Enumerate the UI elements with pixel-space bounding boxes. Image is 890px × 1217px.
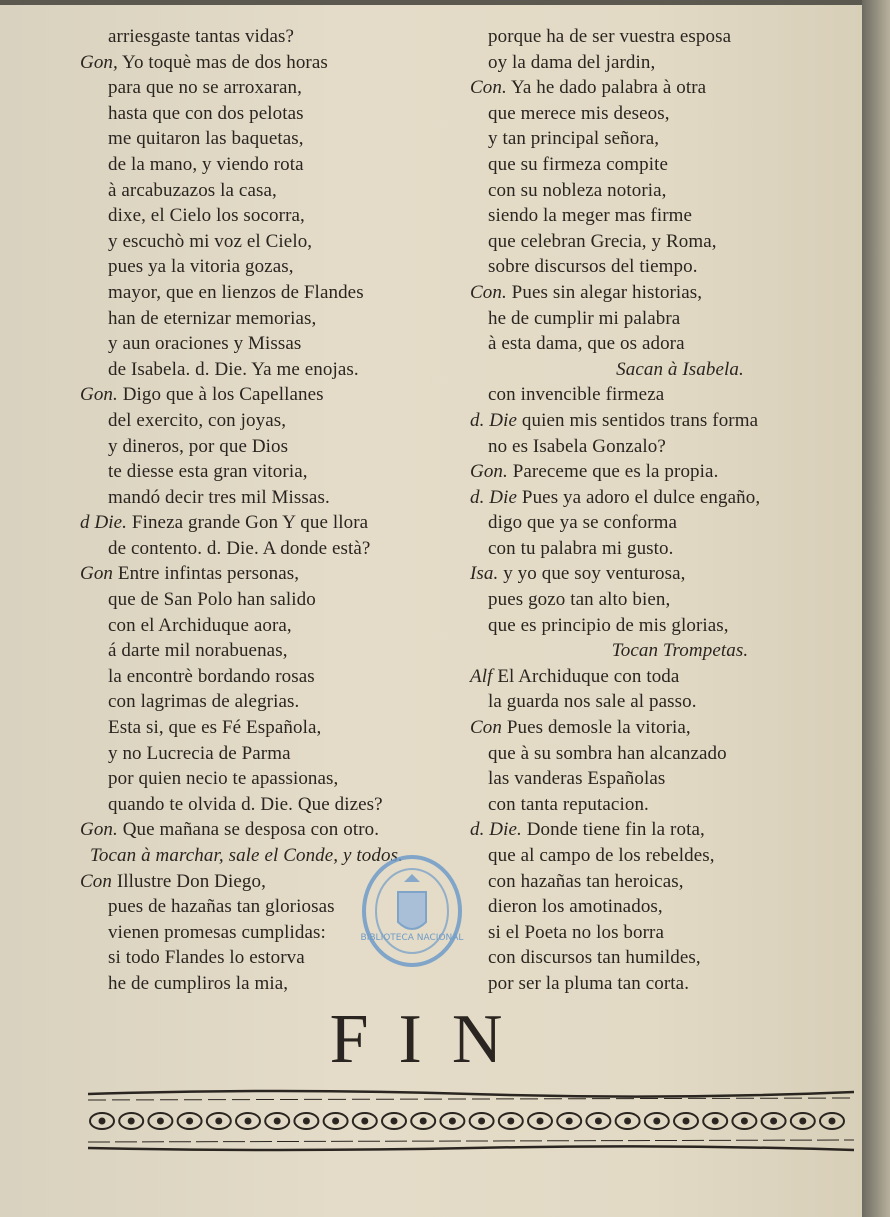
ornament-dot xyxy=(274,1118,281,1125)
verse-text: con el Archiduque aora, xyxy=(108,614,292,636)
verse-line xyxy=(470,331,830,357)
verse-text: que celebran Grecia, y Roma, xyxy=(488,230,717,252)
verse-line xyxy=(470,638,830,664)
speaker-label: d. Die. xyxy=(470,819,522,841)
speaker-label: Isa. xyxy=(470,563,499,585)
ornament-dot xyxy=(420,1118,427,1125)
verse-line xyxy=(80,24,480,50)
verse-text: pues gozo tan alto bien, xyxy=(488,589,671,611)
verse-line xyxy=(80,434,480,460)
verse-text: Pues demosle la vitoria, xyxy=(501,717,691,739)
verse-line xyxy=(470,434,830,460)
verse-text: y tan principal señora, xyxy=(488,128,660,150)
verse-line xyxy=(470,229,830,255)
verse-text: que merece mis deseos, xyxy=(488,102,670,124)
verse-text: Esta si, que es Fé Española, xyxy=(108,717,322,739)
verse-line xyxy=(80,382,480,408)
page-binding-edge xyxy=(862,0,890,1217)
verse-text: Digo que à los Capellanes xyxy=(117,384,324,406)
ornament-dot xyxy=(186,1118,193,1125)
right-text-column xyxy=(470,24,830,997)
verse-text: siendo la meger mas firme xyxy=(488,205,693,227)
speaker-label: Alf xyxy=(470,665,493,687)
speaker-label: Gon xyxy=(80,563,114,585)
verse-text: Yo toquè mas de dos horas xyxy=(117,51,328,73)
verse-text: te diesse esta gran vitoria, xyxy=(108,461,308,483)
verse-text: y aun oraciones y Missas xyxy=(108,333,302,355)
verse-text: no es Isabela Gonzalo? xyxy=(488,435,666,457)
verse-line xyxy=(470,126,830,152)
verse-line xyxy=(80,741,480,767)
verse-text: mayor, que en lienzos de Flandes xyxy=(108,281,364,303)
ornament-dot xyxy=(215,1118,222,1125)
verse-text: por ser la pluma tan corta. xyxy=(488,972,690,994)
fin-heading: FIN xyxy=(329,1001,533,1078)
verse-line xyxy=(470,24,830,50)
verse-text: han de eternizar memorias, xyxy=(108,307,317,329)
speaker-label: Gon. xyxy=(80,384,118,406)
verse-text: dixe, el Cielo los socorra, xyxy=(108,205,305,227)
verse-line xyxy=(470,485,830,511)
ornament-dot xyxy=(361,1118,368,1125)
verse-line xyxy=(80,357,480,383)
verse-line xyxy=(470,152,830,178)
verse-text: para que no se arroxaran, xyxy=(108,77,302,99)
verse-line xyxy=(80,689,480,715)
verse-line xyxy=(470,536,830,562)
speaker-label: d. Die xyxy=(470,409,518,431)
verse-text: si todo Flandes lo estorva xyxy=(108,947,305,969)
ornament-dot xyxy=(799,1118,806,1125)
verse-line xyxy=(470,766,830,792)
verse-text: quien mis sentidos trans forma xyxy=(517,409,759,431)
speaker-label: Gon, xyxy=(80,51,118,73)
ornament-dot xyxy=(99,1118,106,1125)
verse-line xyxy=(470,382,830,408)
verse-text: que al campo de los rebeldes, xyxy=(488,845,715,866)
verse-text: si el Poeta no los borra xyxy=(488,921,665,943)
ornament-dot xyxy=(245,1118,252,1125)
verse-line xyxy=(80,152,480,178)
ornament-dot xyxy=(157,1118,164,1125)
verse-text: Tocan Trompetas. xyxy=(611,640,749,662)
verse-line xyxy=(80,229,480,255)
verse-line xyxy=(80,254,480,280)
ornamental-border xyxy=(88,1086,854,1156)
verse-line xyxy=(80,536,480,562)
verse-line xyxy=(80,75,480,101)
verse-text: pues de hazañas tan gloriosas xyxy=(108,896,335,918)
ornament-dot xyxy=(683,1118,690,1125)
verse-text: con hazañas tan heroicas, xyxy=(488,870,684,892)
verse-line xyxy=(80,766,480,792)
speaker-label: Con. xyxy=(470,77,507,99)
verse-text: del exercito, con joyas, xyxy=(108,409,287,431)
verse-line xyxy=(80,561,480,587)
left-text-column xyxy=(80,24,480,997)
verse-line xyxy=(80,664,480,690)
verse-text: Pareceme que es la propia. xyxy=(507,461,719,483)
verse-text: hasta que con dos pelotas xyxy=(108,102,304,124)
verse-line xyxy=(470,357,830,383)
ornament-dot xyxy=(829,1118,836,1125)
verse-text: vienen promesas cumplidas: xyxy=(108,921,326,943)
verse-text: la guarda nos sale al passo. xyxy=(488,691,697,713)
verse-text: El Archiduque con toda xyxy=(492,665,680,687)
verse-text: la encontrè bordando rosas xyxy=(108,665,315,687)
verse-line xyxy=(80,613,480,639)
verse-text: que su firmeza compite xyxy=(488,153,668,175)
verse-text: con invencible firmeza xyxy=(488,384,665,406)
speaker-label: d. Die xyxy=(470,486,518,508)
verse-line xyxy=(470,817,830,843)
verse-line xyxy=(470,75,830,101)
verse-text: digo que ya se conforma xyxy=(488,512,678,534)
verse-line xyxy=(470,203,830,229)
ornament-dot xyxy=(712,1118,719,1125)
verse-line xyxy=(470,101,830,127)
verse-text: con lagrimas de alegrias. xyxy=(108,691,300,713)
verse-text: Illustre Don Diego, xyxy=(111,870,266,892)
verse-text: Entre infintas personas, xyxy=(113,563,300,585)
verse-text: Ya he dado palabra à otra xyxy=(506,77,707,99)
verse-text: mandó decir tres mil Missas. xyxy=(108,486,330,508)
verse-line xyxy=(470,741,830,767)
ornament-dot xyxy=(566,1118,573,1125)
verse-line xyxy=(80,587,480,613)
verse-text: dieron los amotinados, xyxy=(488,896,663,918)
verse-line xyxy=(80,306,480,332)
verse-text: à esta dama, que os adora xyxy=(488,333,685,355)
verse-text: de la mano, y viendo rota xyxy=(108,153,304,175)
verse-line xyxy=(470,587,830,613)
verse-text: que es principio de mis glorias, xyxy=(488,614,729,636)
ornament-dot xyxy=(449,1118,456,1125)
library-stamp xyxy=(358,852,466,970)
verse-line xyxy=(80,126,480,152)
verse-text: y dineros, por que Dios xyxy=(108,435,289,457)
verse-text: arriesgaste tantas vidas? xyxy=(108,26,295,47)
verse-line xyxy=(470,561,830,587)
ornament-dot xyxy=(537,1118,544,1125)
verse-line xyxy=(80,971,480,997)
verse-line xyxy=(80,331,480,357)
verse-line xyxy=(470,664,830,690)
speaker-label: Gon. xyxy=(470,461,508,483)
verse-line xyxy=(80,715,480,741)
verse-text: que à su sombra han alcanzado xyxy=(488,742,727,764)
verse-text: con tu palabra mi gusto. xyxy=(488,537,674,559)
verse-text: con discursos tan humildes, xyxy=(488,947,701,969)
verse-text: de contento. d. Die. A donde està? xyxy=(108,537,371,559)
verse-line xyxy=(80,178,480,204)
verse-text: pues ya la vitoria gozas, xyxy=(108,256,294,278)
verse-text: Pues ya adoro el dulce engaño, xyxy=(517,486,761,508)
verse-line xyxy=(470,178,830,204)
verse-line xyxy=(80,459,480,485)
verse-line xyxy=(470,613,830,639)
verse-text: Tocan à marchar, sale el Conde, y todos. xyxy=(90,845,403,866)
verse-line xyxy=(80,817,480,843)
verse-line xyxy=(80,408,480,434)
verse-line xyxy=(470,408,830,434)
verse-line xyxy=(470,689,830,715)
ornament-dot xyxy=(653,1118,660,1125)
speaker-label: d Die. xyxy=(80,512,128,534)
verse-line xyxy=(470,306,830,332)
verse-line xyxy=(80,510,480,536)
verse-line xyxy=(80,50,480,76)
verse-line xyxy=(80,485,480,511)
verse-text: quando te olvida d. Die. Que dizes? xyxy=(108,793,383,815)
verse-text: que de San Polo han salido xyxy=(108,589,316,611)
verse-text: á darte mil norabuenas, xyxy=(108,640,288,662)
verse-line xyxy=(470,459,830,485)
verse-text: Que mañana se desposa con otro. xyxy=(117,819,380,841)
verse-line xyxy=(470,945,830,971)
ornament-dot xyxy=(391,1118,398,1125)
verse-text: por quien necio te apassionas, xyxy=(108,768,339,790)
verse-text: oy la dama del jardin, xyxy=(488,51,656,73)
ornament-dot xyxy=(507,1118,514,1125)
verse-text: y no Lucrecia de Parma xyxy=(108,742,291,764)
verse-text: las vanderas Españolas xyxy=(488,768,666,790)
page-top-edge xyxy=(0,0,862,5)
verse-line xyxy=(470,894,830,920)
verse-line xyxy=(470,792,830,818)
verse-text: Fineza grande Gon Y que llora xyxy=(127,512,369,534)
verse-line xyxy=(470,510,830,536)
verse-line xyxy=(80,792,480,818)
ornament-dot xyxy=(624,1118,631,1125)
verse-text: de Isabela. d. Die. Ya me enojas. xyxy=(108,358,359,380)
verse-text: Pues sin alegar historias, xyxy=(506,281,703,303)
verse-line xyxy=(470,715,830,741)
verse-line xyxy=(80,203,480,229)
verse-line xyxy=(470,869,830,895)
verse-text: con tanta reputacion. xyxy=(488,793,649,815)
ornament-dot xyxy=(770,1118,777,1125)
verse-line xyxy=(470,843,830,869)
verse-line xyxy=(80,101,480,127)
verse-line xyxy=(80,280,480,306)
speaker-label: Con xyxy=(80,870,112,892)
ornament-dot xyxy=(478,1118,485,1125)
ornament-dot xyxy=(595,1118,602,1125)
ornament-dot xyxy=(128,1118,135,1125)
speaker-label: Con. xyxy=(470,281,507,303)
verse-line xyxy=(470,254,830,280)
stamp-label: BIBLIOTECA NACIONAL xyxy=(360,933,464,943)
verse-text: he de cumpliros la mia, xyxy=(108,972,289,994)
ornament-dot xyxy=(741,1118,748,1125)
speaker-label: Con xyxy=(470,717,502,739)
ornament-dot xyxy=(303,1118,310,1125)
verse-text: he de cumplir mi palabra xyxy=(488,307,681,329)
verse-text: y yo que soy venturosa, xyxy=(498,563,686,585)
verse-text: Sacan à Isabela. xyxy=(616,358,744,380)
verse-text: y escuchò mi voz el Cielo, xyxy=(108,230,313,252)
verse-line xyxy=(470,920,830,946)
verse-text: à arcabuzazos la casa, xyxy=(108,179,277,201)
ornament-dot xyxy=(332,1118,339,1125)
verse-line xyxy=(470,50,830,76)
speaker-label: Gon. xyxy=(80,819,118,841)
verse-text: porque ha de ser vuestra esposa xyxy=(488,26,732,47)
verse-line xyxy=(470,280,830,306)
verse-text: con su nobleza notoria, xyxy=(488,179,667,201)
verse-line xyxy=(470,971,830,997)
verse-text: sobre discursos del tiempo. xyxy=(488,256,698,278)
verse-text: me quitaron las baquetas, xyxy=(108,128,304,150)
verse-text: Donde tiene fin la rota, xyxy=(521,819,705,841)
verse-line xyxy=(80,638,480,664)
